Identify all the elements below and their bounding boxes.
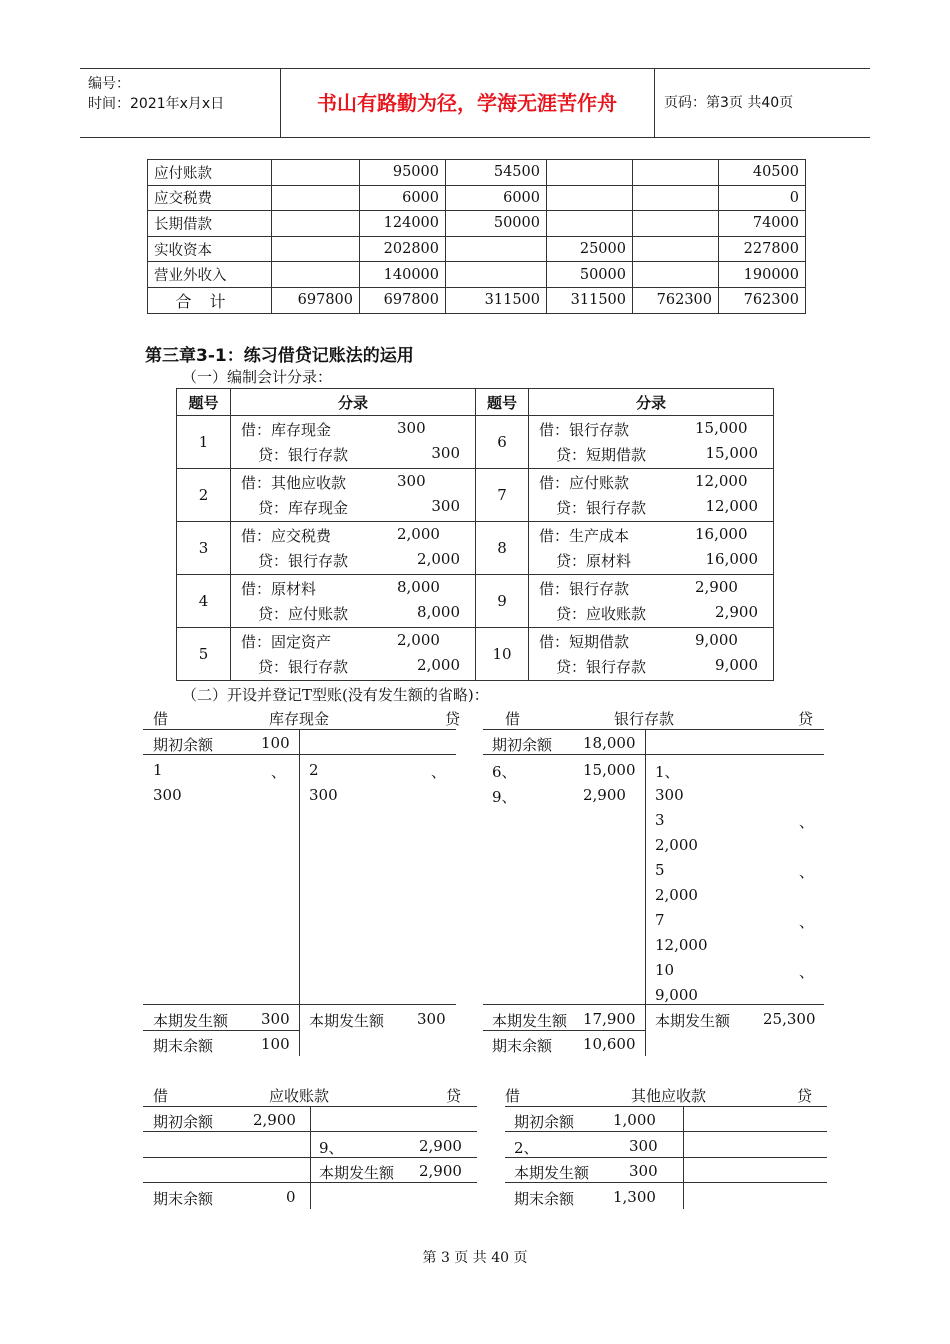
journal-credit-amount: 2,000 [417,550,460,568]
journal-entry-no: 1 [177,416,231,469]
summary-account-name: 长期借款 [148,211,272,237]
journal-row [177,469,774,522]
journal-header-entry1: 分录 [231,389,476,416]
t-open-label: 期初余额 [153,1113,214,1131]
t-account-name: 应收账款 [269,1087,330,1105]
t-credit-entry-amount: 2,900 [419,1137,462,1155]
t-account-name: 库存现金 [269,710,330,728]
t-credit-entry-mark: 、 [799,813,815,831]
t-debit-label: 借 [505,1087,521,1105]
journal-entry [231,575,476,628]
t-credit-entry-mark: 、 [431,763,447,781]
t-debit-entry-amount: 300 [629,1137,658,1155]
chapter-title: 第三章3-1：练习借贷记账法的运用 [145,346,414,366]
journal-entry [529,575,774,628]
summary-value: 202800 [360,236,446,262]
journal-debit-amount: 12,000 [695,472,748,490]
journal-credit-amount: 9,000 [715,656,758,674]
journal-entry [529,469,774,522]
t-open-label: 期初余额 [153,736,214,754]
t-debit-label: 借 [153,1087,169,1105]
t-credit-entry-no: 2 [309,761,319,779]
summary-row [148,287,806,313]
t-credit-entry-mark: 、 [799,963,815,981]
journal-debit-amount: 16,000 [695,525,748,543]
journal-debit-amount: 9,000 [695,631,738,649]
page-info: 页码：第3页 共40页 [664,95,794,111]
t-debit-label: 借 [153,710,169,728]
t-account-name: 银行存款 [614,710,675,728]
number-label: 编号： [88,76,130,92]
t-credit-entry-no: 3 [655,811,665,829]
t-credit-entry-mark: 、 [799,863,815,881]
summary-account-name: 实收资本 [148,236,272,262]
summary-value [633,185,719,211]
journal-entry-no: 10 [476,628,529,681]
section1-title: （一）编制会计分录： [182,368,333,386]
summary-value: 50000 [547,262,633,288]
t-account-bank [483,706,824,1058]
summary-value [272,211,360,237]
summary-value: 6000 [446,185,547,211]
journal-header-no1: 题号 [177,389,231,416]
summary-value [633,236,719,262]
t-credit-entry-no: 9、 [319,1139,344,1157]
summary-value: 190000 [719,262,806,288]
t-open-value: 1,000 [613,1111,656,1129]
journal-debit-amount: 2,000 [397,525,440,543]
journal-debit-account: 借：库存现金 [241,421,332,439]
t-credit-entry-no: 10 [655,961,675,979]
t-credit-entry-no: 7 [655,911,665,929]
t-credit-total: 300 [417,1010,446,1028]
t-debit-label: 借 [505,710,521,728]
t-credit-label: 贷 [446,1087,462,1105]
t-credit-label: 贷 [797,1087,813,1105]
summary-value: 227800 [719,236,806,262]
summary-value [633,211,719,237]
summary-value [633,262,719,288]
time-label: 时间：2021年x月x日 [88,96,225,112]
t-debit-total: 17,900 [583,1010,636,1028]
journal-debit-account: 借：应交税费 [241,527,332,545]
t-credit-entry-amount: 2,000 [655,836,698,854]
t-end-value: 10,600 [583,1035,636,1053]
journal-credit-amount: 2,000 [417,656,460,674]
journal-credit-amount: 12,000 [705,497,758,515]
summary-account-name: 营业外收入 [148,262,272,288]
summary-value: 697800 [360,287,446,313]
journal-debit-amount: 8,000 [397,578,440,596]
summary-row [148,236,806,262]
t-credit-total-label: 本期发生额 [319,1164,395,1182]
t-debit-total: 300 [261,1010,290,1028]
journal-table [176,388,774,681]
t-end-value: 100 [261,1035,290,1053]
journal-debit-amount: 300 [397,472,426,490]
journal-credit-account: 贷：应收账款 [556,605,647,623]
t-end-label: 期末余额 [492,1037,553,1055]
t-account-name: 其他应收款 [631,1087,707,1105]
t-open-value: 100 [261,734,290,752]
t-debit-total-label: 本期发生额 [514,1164,590,1182]
summary-value: 762300 [719,287,806,313]
journal-entry-no: 5 [177,628,231,681]
summary-value [272,160,360,186]
journal-entry-no: 3 [177,522,231,575]
t-credit-label: 贷 [798,710,814,728]
journal-entry [231,522,476,575]
journal-debit-amount: 2,900 [695,578,738,596]
journal-debit-amount: 300 [397,419,426,437]
t-end-value: 1,300 [613,1188,656,1206]
journal-debit-account: 借：应付账款 [539,474,630,492]
journal-entry-no: 8 [476,522,529,575]
summary-row [148,211,806,237]
journal-debit-account: 借：短期借款 [539,633,630,651]
summary-row [148,262,806,288]
journal-credit-amount: 300 [431,497,460,515]
journal-credit-amount: 2,900 [715,603,758,621]
journal-credit-account: 贷：短期借款 [556,446,647,464]
journal-credit-amount: 15,000 [705,444,758,462]
journal-entry [529,416,774,469]
t-end-label: 期末余额 [153,1037,214,1055]
summary-value [446,262,547,288]
t-debit-total: 300 [629,1162,658,1180]
journal-credit-account: 贷：银行存款 [258,658,349,676]
t-open-value: 2,900 [253,1111,296,1129]
journal-debit-account: 借：银行存款 [539,580,630,598]
journal-entry-no: 2 [177,469,231,522]
summary-value [272,185,360,211]
journal-debit-account: 借：生产成本 [539,527,630,545]
summary-value: 25000 [547,236,633,262]
summary-table [147,159,806,314]
summary-value: 74000 [719,211,806,237]
page-footer: 第 3 页 共 40 页 [422,1250,528,1266]
t-credit-entry-amount: 9,000 [655,986,698,1004]
t-credit-entry-no: 1、 [655,763,680,781]
summary-account-name: 应交税费 [148,185,272,211]
summary-value [547,160,633,186]
journal-debit-amount: 2,000 [397,631,440,649]
t-debit-total-label: 本期发生额 [492,1012,568,1030]
t-debit-entry-no: 1 [153,761,163,779]
summary-value [446,236,547,262]
t-credit-total-label: 本期发生额 [655,1012,731,1030]
header-meta [80,69,281,137]
motto: 书山有路勤为径，学海无涯苦作舟 [280,69,655,137]
journal-entry-no: 6 [476,416,529,469]
t-credit-label: 贷 [445,710,461,728]
journal-debit-amount: 15,000 [695,419,748,437]
journal-entry-no: 7 [476,469,529,522]
t-debit-entry-amount: 300 [153,786,182,804]
summary-row [148,160,806,186]
t-debit-total-label: 本期发生额 [153,1012,229,1030]
journal-credit-amount: 8,000 [417,603,460,621]
t-end-label: 期末余额 [153,1190,214,1208]
t-credit-entry-no: 5 [655,861,665,879]
journal-credit-account: 贷：应付账款 [258,605,349,623]
t-end-label: 期末余额 [514,1190,575,1208]
journal-credit-account: 贷：银行存款 [556,499,647,517]
journal-row [177,575,774,628]
summary-value [272,236,360,262]
journal-entry [231,469,476,522]
t-credit-total-label: 本期发生额 [309,1012,385,1030]
summary-value: 40500 [719,160,806,186]
journal-row [177,416,774,469]
summary-value: 6000 [360,185,446,211]
journal-credit-account: 贷：银行存款 [556,658,647,676]
t-credit-entry-amount: 300 [655,786,684,804]
summary-value: 50000 [446,211,547,237]
journal-debit-account: 借：其他应收款 [241,474,347,492]
summary-value: 311500 [547,287,633,313]
section2-title: （二）开设并登记T型账(没有发生额的省略)： [182,686,489,704]
journal-debit-account: 借：银行存款 [539,421,630,439]
summary-value: 95000 [360,160,446,186]
t-account-receivable [143,1083,477,1209]
journal-header-no2: 题号 [476,389,529,416]
summary-value [272,262,360,288]
summary-value [547,211,633,237]
summary-row [148,185,806,211]
journal-entry [231,416,476,469]
t-debit-entry-no: 6、 [492,763,517,781]
journal-row [177,628,774,681]
summary-value: 762300 [633,287,719,313]
summary-value: 54500 [446,160,547,186]
t-credit-entry-amount: 2,000 [655,886,698,904]
t-open-label: 期初余额 [514,1113,575,1131]
t-credit-total: 2,900 [419,1162,462,1180]
t-debit-entry-amount: 2,900 [583,786,626,804]
journal-credit-amount: 300 [431,444,460,462]
journal-entry-no: 4 [177,575,231,628]
journal-entry [231,628,476,681]
t-credit-entry-amount: 12,000 [655,936,708,954]
t-open-value: 18,000 [583,734,636,752]
journal-row [177,522,774,575]
summary-value [547,185,633,211]
summary-account-name: 合计 [148,287,272,313]
summary-value: 124000 [360,211,446,237]
journal-entry-no: 9 [476,575,529,628]
summary-value: 311500 [446,287,547,313]
summary-value: 140000 [360,262,446,288]
journal-entry [529,628,774,681]
journal-entry [529,522,774,575]
journal-debit-account: 借：原材料 [241,580,317,598]
t-credit-entry-mark: 、 [799,913,815,931]
t-debit-entry-mark: 、 [271,763,287,781]
t-open-label: 期初余额 [492,736,553,754]
journal-credit-account: 贷：银行存款 [258,446,349,464]
t-debit-entry-no: 2、 [514,1139,539,1157]
t-account-cash [143,706,461,1058]
summary-value: 0 [719,185,806,211]
t-debit-entry-amount: 15,000 [583,761,636,779]
journal-debit-account: 借：固定资产 [241,633,332,651]
summary-value [633,160,719,186]
t-end-value: 0 [286,1188,296,1206]
summary-account-name: 应付账款 [148,160,272,186]
journal-credit-account: 贷：原材料 [556,552,632,570]
page-header [80,68,870,138]
t-credit-total: 25,300 [763,1010,816,1028]
journal-credit-account: 贷：银行存款 [258,552,349,570]
t-account-other-receivable [505,1083,827,1209]
t-credit-entry-amount: 300 [309,786,338,804]
t-debit-entry-no: 9、 [492,788,517,806]
journal-header-entry2: 分录 [529,389,774,416]
journal-credit-amount: 16,000 [705,550,758,568]
summary-value: 697800 [272,287,360,313]
journal-credit-account: 贷：库存现金 [258,499,349,517]
